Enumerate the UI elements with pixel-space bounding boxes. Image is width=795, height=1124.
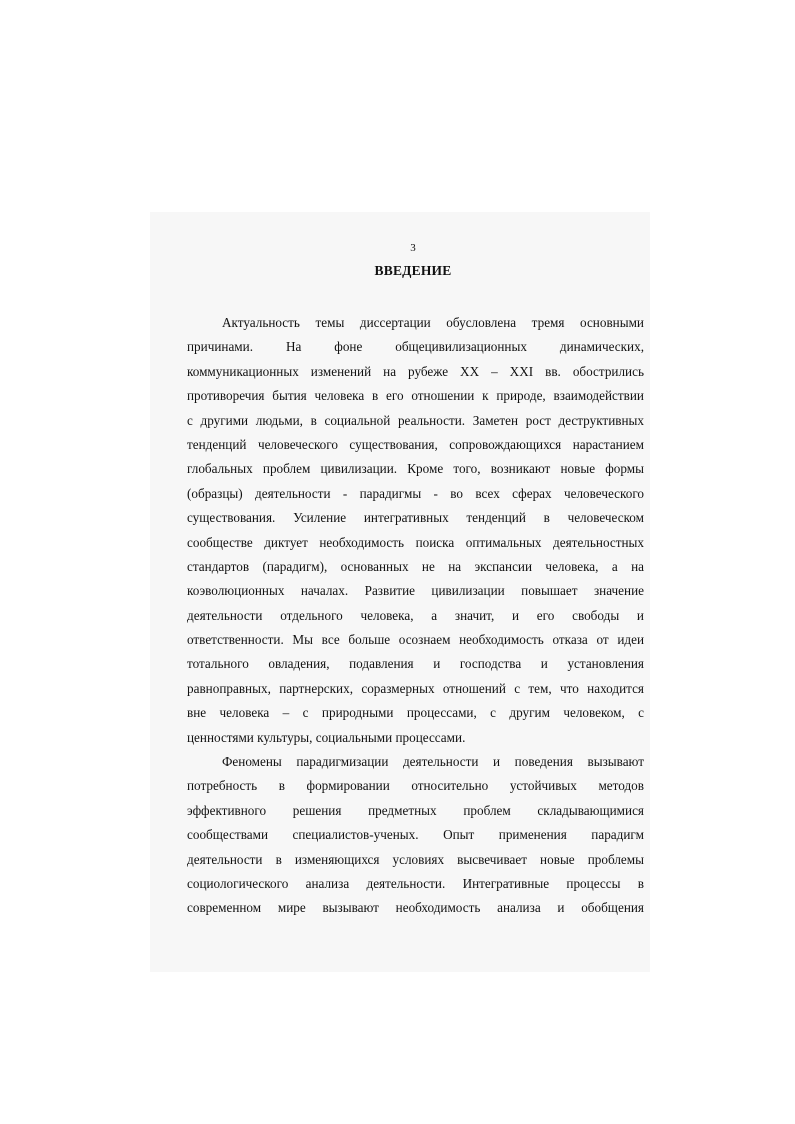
- text-line: с другими людьми, в социальной реальности. Заметен рост деструктивных: [187, 412, 644, 428]
- page-number: 3: [410, 242, 416, 254]
- text-line: причинами. На фоне общецивилизационных динамических,: [187, 339, 644, 355]
- text-line: коэволюционных началах. Развитие цивилизации повышает значение: [187, 583, 644, 599]
- text-line: деятельности отдельного человека, а значит, и его свободы и: [187, 607, 644, 623]
- text-line: стандартов (парадигм), основанных не на экспансии человека, а на: [187, 558, 644, 574]
- text-line: равноправных, партнерских, соразмерных отношений с тем, что находится: [187, 680, 644, 696]
- text-line: вне человека – с природными процессами, с другим человеком, с: [187, 705, 644, 721]
- text-line: деятельности в изменяющихся условиях высвечивает новые проблемы: [187, 851, 644, 867]
- text-line: коммуникационных изменений на рубеже XX – XXI вв. обострились: [187, 363, 644, 379]
- text-line: ценностями культуры, социальными процессами.: [187, 729, 466, 745]
- text-line: глобальных проблем цивилизации. Кроме того, возникают новые формы: [187, 461, 644, 477]
- text-line: потребность в формировании относительно устойчивых методов: [187, 778, 644, 794]
- text-line: сообществами специалистов-ученых. Опыт применения парадигм: [187, 827, 644, 843]
- text-line: сообществе диктует необходимость поиска оптимальных деятельностных: [187, 534, 644, 550]
- text-line: противоречия бытия человека в его отношении к природе, взаимодействии: [187, 388, 644, 404]
- text-line: современном мире вызывают необходимость анализа и обобщения: [187, 900, 644, 916]
- text-line: Феномены парадигмизации деятельности и поведения вызывают: [222, 754, 644, 770]
- text-line: ответственности. Мы все больше осознаем необходимость отказа от идеи: [187, 632, 644, 648]
- body-text: [187, 311, 644, 921]
- text-line: социологического анализа деятельности. Интегративные процессы в: [187, 875, 644, 891]
- text-line: (образцы) деятельности - парадигмы - во всех сферах человеческого: [187, 485, 644, 501]
- text-line: тотального овладения, подавления и господства и установления: [187, 656, 644, 672]
- section-heading: ВВЕДЕНИЕ: [374, 263, 452, 278]
- text-line: тенденций человеческого существования, сопровождающихся нарастанием: [187, 436, 644, 452]
- text-line: эффективного решения предметных проблем складывающимися: [187, 802, 644, 818]
- paragraph: [187, 750, 644, 921]
- text-line: существования. Усиление интегративных тенденций в человеческом: [187, 510, 644, 526]
- paragraph: [187, 311, 644, 750]
- text-line: Актуальность темы диссертации обусловлена тремя основными: [222, 315, 644, 330]
